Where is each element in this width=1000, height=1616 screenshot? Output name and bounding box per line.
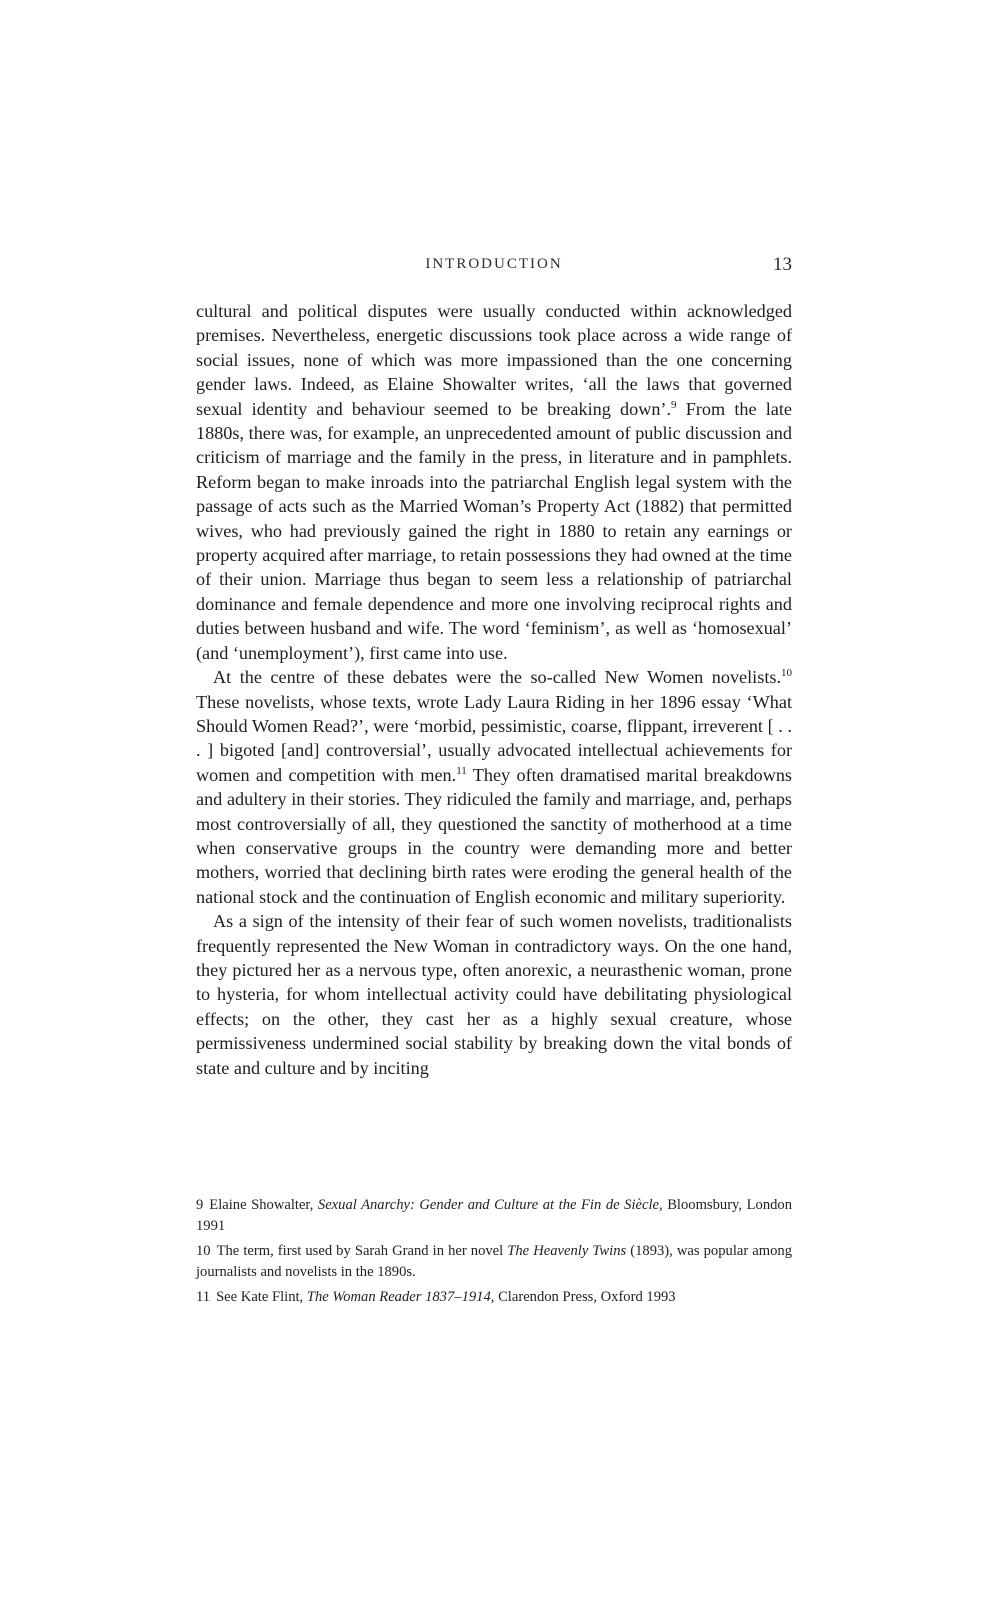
footnotes <box>196 1195 792 1312</box>
footnote-11 <box>196 1287 792 1308</box>
footnote-text: (1893), was popular among journalists and novelists in the 1890s. <box>196 1243 792 1280</box>
paragraph-2 <box>196 665 792 909</box>
footnote-ref-11[interactable]: 11 <box>456 764 467 777</box>
paragraph-3: As a sign of the intensity of their fear of such women novelists, traditionalists frequently represented the New Woman in contradictory ways. On the one hand, they pictured her as a nervous type, often anorexic, a neurasthenic woman, prone to hysteria, for whom intellectual activity could have debilitating physiological effects; on the other, they cast her as a highly sexual creature, whose permissiveness undermined social stability by breaking down the vital bonds of state and culture and by inciting <box>196 911 792 1078</box>
footnote-text: , Bloomsbury, London 1991 <box>196 1197 793 1234</box>
footnote-number: 11 <box>196 1289 211 1305</box>
footnote-ref-9[interactable]: 9 <box>671 398 677 411</box>
footnote-title: Sexual Anarchy: Gender and Culture at the Fin de Siècle <box>317 1197 659 1213</box>
footnote-title: The Heavenly Twins <box>507 1243 627 1259</box>
body-text <box>196 299 792 1080</box>
page-header <box>196 256 792 282</box>
paragraph-1-text-b: From the late 1880s, there was, for example, an unprecedented amount of public discussion and criticism of marriage and the family in the press, in literature and in pamphlets. Reform began to make inroads into the patriarchal English legal system with the passage of acts such as the Married Woman’s Property Act (1882) that permitted wives, who had previously gained the right in 1880 to retain any earnings or property acquired after marriage, to retain possessions they had owned at the time of their union. Marriage thus began to seem less a relationship of patriarchal dominance and female dependence and more one involving reciprocal rights and duties between husband and wife. The word ‘feminism’, as well as ‘homosexual’ (and ‘unemployment’), first came into use. <box>196 398 793 663</box>
paragraph-2-text-a: At the centre of these debates were the so-called New Women novelists. <box>213 667 781 688</box>
footnote-text: The term, first used by Sarah Grand in her novel <box>216 1243 508 1259</box>
footnote-text: See Kate Flint, <box>216 1289 307 1305</box>
running-title: INTRODUCTION <box>425 256 563 272</box>
paragraph-1 <box>196 299 792 665</box>
footnote-number: 10 <box>196 1243 211 1259</box>
footnote-9 <box>196 1195 792 1237</box>
page-number: 13 <box>773 254 792 275</box>
footnote-title: The Woman Reader 1837–1914 <box>306 1289 491 1305</box>
footnote-number: 9 <box>196 1197 204 1213</box>
footnote-ref-10[interactable]: 10 <box>781 667 792 680</box>
footnote-10 <box>196 1241 792 1283</box>
paragraph-2-text-c: They often dramatised marital breakdowns and adultery in their stories. They ridiculed the family and marriage, and, perhaps most controversially of all, they questioned the sanctity of motherhood at a time when conservative groups in the country were demanding more and better mothers, worried that declining birth rates were eroding the general health of the national stock and the continuation of English economic and military superiority. <box>196 764 793 907</box>
footnote-text: Elaine Showalter, <box>209 1197 318 1213</box>
footnote-text: , Clarendon Press, Oxford 1993 <box>490 1289 676 1305</box>
paragraph-1-text-a: cultural and political disputes were usually conducted within acknowledged premises. Nevertheless, energetic discussions took place across a wide range of social issues, none of which was more impassioned than the one concerning gender laws. Indeed, as Elaine Showalter writes, ‘all the laws that governed sexual identity and behaviour seemed to be breaking down’. <box>196 301 792 419</box>
paragraph-2-text-b: These novelists, whose texts, wrote Lady Laura Riding in her 1896 essay ‘What Should Women Read?’, were ‘morbid, pessimistic, coarse, flippant, irreverent [ . . . ] bigoted [and] controversial’, usually advocated intellectual achievements for women and competition with men. <box>196 691 792 785</box>
